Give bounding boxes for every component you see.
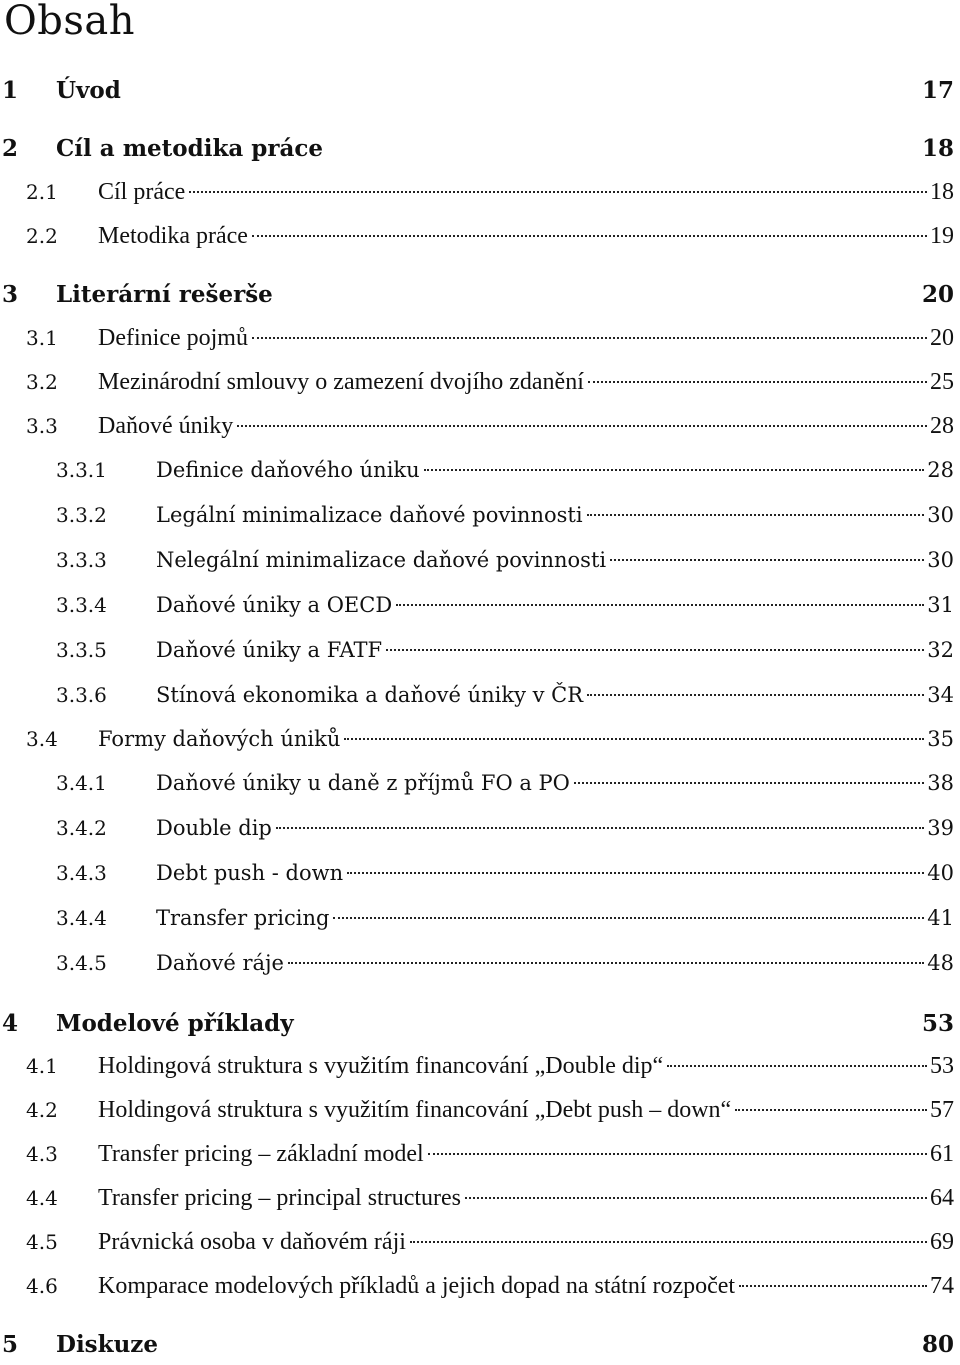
toc-entry-page-number: 20 [930, 325, 954, 351]
dot-leader [424, 469, 925, 471]
toc-entry-number: 3.1 [26, 326, 58, 350]
dot-leader [587, 514, 925, 516]
toc-entry-title: Stínová ekonomika a daňové úniky v ČR [156, 683, 584, 707]
toc-entry-page-number: 61 [930, 1141, 954, 1167]
toc-entry-title: Literární rešerše [56, 281, 273, 308]
dot-leader [587, 694, 924, 696]
toc-entry[interactable] [0, 413, 960, 447]
toc-entry-number: 4.3 [26, 1142, 58, 1166]
toc-entry-page-number: 35 [927, 727, 954, 751]
toc-entry[interactable] [0, 1185, 960, 1219]
toc-entry[interactable] [0, 1053, 960, 1087]
toc-entry[interactable] [0, 135, 960, 169]
dot-leader [276, 827, 924, 829]
dot-leader [610, 559, 924, 561]
toc-entry-page-number: 69 [930, 1229, 954, 1255]
toc-entry-number: 3.3.4 [56, 593, 107, 617]
dot-leader [735, 1109, 927, 1111]
toc-entry[interactable] [0, 906, 960, 940]
toc-entry-title: Úvod [56, 77, 121, 104]
toc-entry-page-number: 34 [927, 683, 954, 707]
toc-entry-page-number: 28 [927, 458, 954, 482]
toc-entry-page-number: 32 [927, 638, 954, 662]
toc-entry-number: 4.6 [26, 1274, 58, 1298]
toc-entry-page-number: 48 [927, 951, 954, 975]
toc-entry-page-number: 18 [930, 179, 954, 205]
toc-entry-number: 3.4 [26, 727, 58, 751]
toc-entry-page-number: 30 [927, 548, 954, 572]
toc-entry-page-number: 25 [930, 369, 954, 395]
toc-entry-number: 3.3 [26, 414, 58, 438]
toc-entry-number: 4.5 [26, 1230, 58, 1254]
toc-entry-number: 3.3.2 [56, 503, 107, 527]
toc-entry-title: Transfer pricing – základní model [98, 1141, 424, 1167]
dot-leader [739, 1285, 927, 1287]
toc-entry-page-number: 38 [927, 771, 954, 795]
toc-entry-title: Diskuze [56, 1331, 158, 1358]
toc-entry[interactable] [0, 1331, 960, 1365]
dot-leader [252, 337, 927, 339]
toc-entry-title: Nelegální minimalizace daňové povinnosti [156, 548, 607, 572]
dot-leader [396, 604, 924, 606]
toc-entry-number: 3.3.1 [56, 458, 107, 482]
toc-entry[interactable] [0, 771, 960, 805]
toc-entry-number: 3 [2, 281, 19, 308]
dot-leader [344, 738, 924, 740]
toc-entry[interactable] [0, 325, 960, 359]
toc-entry[interactable] [0, 1141, 960, 1175]
toc-entry[interactable] [0, 593, 960, 627]
toc-entry-title: Daňové ráje [156, 951, 284, 975]
dot-leader [347, 872, 924, 874]
page-title: Obsah [4, 0, 136, 44]
toc-entry[interactable] [0, 861, 960, 895]
toc-entry-number: 5 [2, 1331, 19, 1358]
toc-entry-number: 4 [2, 1010, 19, 1037]
dot-leader [189, 191, 927, 193]
dot-leader [237, 425, 927, 427]
toc-entry-number: 1 [2, 77, 19, 104]
toc-entry-title: Komparace modelových příkladů a jejich dopad na státní rozpočet [98, 1273, 736, 1299]
toc-entry[interactable] [0, 638, 960, 672]
dot-leader [252, 235, 927, 237]
toc-entry-page-number: 19 [930, 223, 954, 249]
toc-entry-title: Transfer pricing – principal structures [98, 1185, 462, 1211]
toc-entry-number: 4.2 [26, 1098, 58, 1122]
toc-entry[interactable] [0, 179, 960, 213]
toc-entry-title: Modelové příklady [56, 1010, 294, 1037]
toc-entry-title: Metodika práce [98, 223, 248, 249]
toc-entry-page-number: 64 [930, 1185, 954, 1211]
toc-entry-title: Daňové úniky u daně z příjmů FO a PO [156, 771, 570, 795]
toc-entry-number: 3.3.6 [56, 683, 107, 707]
toc-entry-title: Holdingová struktura s využitím financování „Double dip“ [98, 1053, 664, 1079]
toc-entry-page-number: 31 [927, 593, 954, 617]
toc-entry-number: 3.4.1 [56, 771, 107, 795]
toc-entry-page-number: 28 [930, 413, 954, 439]
dot-leader [667, 1065, 927, 1067]
toc-entry[interactable] [0, 458, 960, 492]
toc-entry-page-number: 40 [927, 861, 954, 885]
toc-entry-title: Definice pojmů [98, 325, 248, 351]
toc-entry-title: Formy daňových úniků [98, 727, 341, 751]
toc-entry-title: Daňové úniky a OECD [156, 593, 393, 617]
toc-entry-page-number: 74 [930, 1273, 954, 1299]
dot-leader [333, 917, 924, 919]
toc-entry-page-number: 17 [921, 77, 954, 104]
dot-leader [428, 1153, 927, 1155]
toc-entry-page-number: 18 [921, 135, 954, 162]
toc-entry-page-number: 39 [927, 816, 954, 840]
toc-entry[interactable] [0, 1010, 960, 1044]
toc-entry-number: 3.4.2 [56, 816, 107, 840]
toc-entry-number: 2.1 [26, 180, 58, 204]
toc-entry-page-number: 20 [921, 281, 954, 308]
toc-entry[interactable] [0, 1097, 960, 1131]
toc-entry[interactable] [0, 951, 960, 985]
toc-entry-title: Cíl a metodika práce [56, 135, 324, 162]
toc-entry-number: 3.2 [26, 370, 58, 394]
toc-entry[interactable] [0, 727, 960, 761]
toc-entry-page-number: 41 [927, 906, 954, 930]
toc-entry[interactable] [0, 816, 960, 850]
toc-entry-page-number: 57 [930, 1097, 954, 1123]
toc-entry-number: 2 [2, 135, 19, 162]
dot-leader [410, 1241, 927, 1243]
toc-entry-number: 4.4 [26, 1186, 58, 1210]
toc-entry-number: 3.4.5 [56, 951, 107, 975]
toc-entry-number: 3.3.3 [56, 548, 107, 572]
toc-entry-title: Mezinárodní smlouvy o zamezení dvojího zdanění [98, 369, 584, 395]
toc-entry-number: 2.2 [26, 224, 58, 248]
toc-entry-title: Debt push - down [156, 861, 344, 885]
dot-leader [465, 1197, 927, 1199]
toc-entry-page-number: 80 [921, 1331, 954, 1358]
dot-leader [288, 962, 924, 964]
toc-entry-number: 3.4.4 [56, 906, 107, 930]
toc-entry-title: Daňové úniky [98, 413, 234, 439]
toc-entry-title: Transfer pricing [156, 906, 330, 930]
toc-entry[interactable] [0, 503, 960, 537]
toc-entry[interactable] [0, 281, 960, 315]
toc-entry-title: Daňové úniky a FATF [156, 638, 383, 662]
toc-entry-number: 3.4.3 [56, 861, 107, 885]
toc-entry[interactable] [0, 77, 960, 111]
toc-entry[interactable] [0, 1273, 960, 1307]
toc-entry[interactable] [0, 683, 960, 717]
toc-entry-title: Legální minimalizace daňové povinnosti [156, 503, 583, 527]
toc-entry[interactable] [0, 369, 960, 403]
dot-leader [386, 649, 924, 651]
dot-leader [588, 381, 927, 383]
toc-entry-page-number: 30 [927, 503, 954, 527]
toc-entry-page-number: 53 [921, 1010, 954, 1037]
toc-entry-number: 4.1 [26, 1054, 58, 1078]
toc-entry[interactable] [0, 548, 960, 582]
toc-entry-title: Právnická osoba v daňovém ráji [98, 1229, 406, 1255]
toc-entry[interactable] [0, 1229, 960, 1263]
toc-entry-number: 3.3.5 [56, 638, 107, 662]
dot-leader [574, 782, 924, 784]
toc-entry-title: Cíl práce [98, 179, 186, 205]
toc-entry-title: Double dip [156, 816, 272, 840]
toc-entry-page-number: 53 [930, 1053, 954, 1079]
toc-entry-title: Holdingová struktura s využitím financování „Debt push – down“ [98, 1097, 732, 1123]
toc-entry[interactable] [0, 223, 960, 257]
toc-entry-title: Definice daňového úniku [156, 458, 420, 482]
